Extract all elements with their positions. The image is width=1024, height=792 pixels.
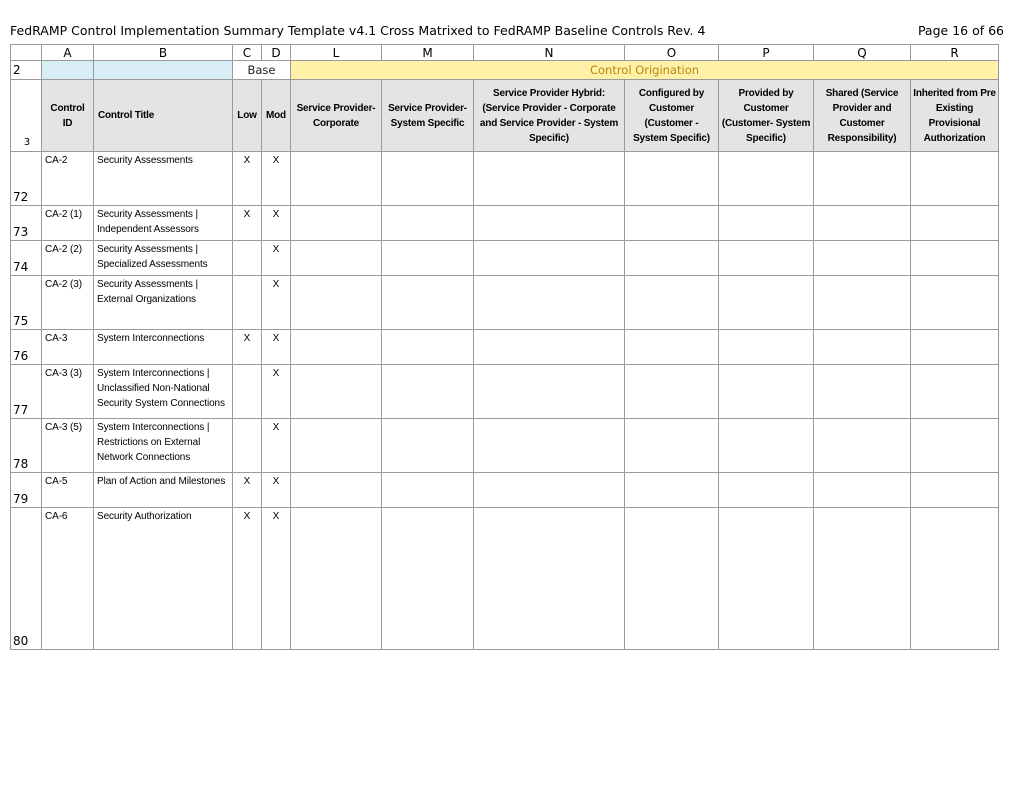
row-number: 73 bbox=[11, 206, 42, 241]
shared-cell bbox=[814, 276, 911, 330]
sp-hybrid-cell bbox=[474, 206, 625, 241]
blank-cell bbox=[42, 61, 94, 80]
table-row bbox=[11, 241, 999, 276]
header-control-id: Control ID bbox=[42, 80, 94, 152]
row-number: 78 bbox=[11, 419, 42, 473]
inherited-cell bbox=[911, 276, 999, 330]
column-letter: Q bbox=[814, 45, 911, 61]
sp-hybrid-cell bbox=[474, 241, 625, 276]
table-row bbox=[11, 206, 999, 241]
sp-hybrid-cell bbox=[474, 473, 625, 508]
shared-cell bbox=[814, 419, 911, 473]
table-row bbox=[11, 276, 999, 330]
configured-by-customer-cell bbox=[625, 330, 719, 365]
sp-corporate-cell bbox=[291, 365, 382, 419]
shared-cell bbox=[814, 206, 911, 241]
header-configured-by-customer: Configured by Customer (Customer - System Specific) bbox=[625, 80, 719, 152]
control-id: CA-3 (3) bbox=[42, 365, 94, 419]
table-row bbox=[11, 473, 999, 508]
shared-cell bbox=[814, 365, 911, 419]
header-mod: Mod bbox=[262, 80, 291, 152]
provided-by-customer-cell bbox=[719, 241, 814, 276]
configured-by-customer-cell bbox=[625, 365, 719, 419]
provided-by-customer-cell bbox=[719, 276, 814, 330]
configured-by-customer-cell bbox=[625, 152, 719, 206]
sp-system-specific-cell bbox=[382, 152, 474, 206]
low-mark: X bbox=[233, 152, 262, 206]
sp-hybrid-cell bbox=[474, 419, 625, 473]
column-letter: D bbox=[262, 45, 291, 61]
row-number: 80 bbox=[11, 508, 42, 650]
column-letter: M bbox=[382, 45, 474, 61]
table-row bbox=[11, 330, 999, 365]
sp-hybrid-cell bbox=[474, 508, 625, 650]
row-number: 72 bbox=[11, 152, 42, 206]
sp-system-specific-cell bbox=[382, 241, 474, 276]
column-letter: B bbox=[94, 45, 233, 61]
sp-corporate-cell bbox=[291, 330, 382, 365]
row-number: 2 bbox=[11, 61, 42, 80]
sp-system-specific-cell bbox=[382, 473, 474, 508]
provided-by-customer-cell bbox=[719, 330, 814, 365]
mod-mark: X bbox=[262, 473, 291, 508]
configured-by-customer-cell bbox=[625, 473, 719, 508]
sp-system-specific-cell bbox=[382, 365, 474, 419]
configured-by-customer-cell bbox=[625, 419, 719, 473]
provided-by-customer-cell bbox=[719, 419, 814, 473]
header-provided-by-customer: Provided by Customer (Customer- System Specific) bbox=[719, 80, 814, 152]
mod-mark: X bbox=[262, 276, 291, 330]
control-title: System Interconnections | Restrictions on External Network Connections bbox=[94, 419, 233, 473]
corner-cell bbox=[11, 45, 42, 61]
low-mark: X bbox=[233, 508, 262, 650]
low-mark: X bbox=[233, 473, 262, 508]
configured-by-customer-cell bbox=[625, 241, 719, 276]
inherited-cell bbox=[911, 241, 999, 276]
sp-hybrid-cell bbox=[474, 276, 625, 330]
mod-mark: X bbox=[262, 419, 291, 473]
control-title: Security Assessments | Specialized Assessments bbox=[94, 241, 233, 276]
sp-system-specific-cell bbox=[382, 419, 474, 473]
low-mark bbox=[233, 276, 262, 330]
control-id: CA-2 (1) bbox=[42, 206, 94, 241]
header-inherited: Inherited from Pre Existing Provisional Authorization bbox=[911, 80, 999, 152]
provided-by-customer-cell bbox=[719, 365, 814, 419]
mod-mark: X bbox=[262, 508, 291, 650]
row-number: 74 bbox=[11, 241, 42, 276]
configured-by-customer-cell bbox=[625, 206, 719, 241]
table-row bbox=[11, 419, 999, 473]
page-number: Page 16 of 66 bbox=[917, 23, 1004, 38]
inherited-cell bbox=[911, 330, 999, 365]
control-title: System Interconnections bbox=[94, 330, 233, 365]
sp-system-specific-cell bbox=[382, 276, 474, 330]
mod-mark: X bbox=[262, 365, 291, 419]
control-id: CA-3 bbox=[42, 330, 94, 365]
shared-cell bbox=[814, 473, 911, 508]
column-letter: O bbox=[625, 45, 719, 61]
header-shared: Shared (Service Provider and Customer Responsibility) bbox=[814, 80, 911, 152]
control-id: CA-2 (3) bbox=[42, 276, 94, 330]
control-title: Security Assessments bbox=[94, 152, 233, 206]
mod-mark: X bbox=[262, 152, 291, 206]
column-letter: N bbox=[474, 45, 625, 61]
low-mark bbox=[233, 241, 262, 276]
configured-by-customer-cell bbox=[625, 276, 719, 330]
sp-hybrid-cell bbox=[474, 152, 625, 206]
inherited-cell bbox=[911, 152, 999, 206]
control-id: CA-6 bbox=[42, 508, 94, 650]
provided-by-customer-cell bbox=[719, 508, 814, 650]
column-letter-row bbox=[11, 45, 999, 61]
sp-corporate-cell bbox=[291, 152, 382, 206]
document-title: FedRAMP Control Implementation Summary Template v4.1 Cross Matrixed to FedRAMP Baseline Controls Rev. 4 bbox=[10, 23, 706, 38]
control-id: CA-3 (5) bbox=[42, 419, 94, 473]
column-letter: A bbox=[42, 45, 94, 61]
sp-system-specific-cell bbox=[382, 508, 474, 650]
control-matrix-table bbox=[10, 44, 999, 650]
control-title: System Interconnections | Unclassified Non-National Security System Connections bbox=[94, 365, 233, 419]
table-row bbox=[11, 508, 999, 650]
column-letter: R bbox=[911, 45, 999, 61]
row-number: 76 bbox=[11, 330, 42, 365]
sp-corporate-cell bbox=[291, 419, 382, 473]
sp-corporate-cell bbox=[291, 508, 382, 650]
sp-hybrid-cell bbox=[474, 330, 625, 365]
control-id: CA-2 bbox=[42, 152, 94, 206]
provided-by-customer-cell bbox=[719, 206, 814, 241]
control-title: Security Assessments | Independent Assessors bbox=[94, 206, 233, 241]
inherited-cell bbox=[911, 419, 999, 473]
group-header-row bbox=[11, 61, 999, 80]
shared-cell bbox=[814, 508, 911, 650]
inherited-cell bbox=[911, 473, 999, 508]
header-low: Low bbox=[233, 80, 262, 152]
header-sp-hybrid: Service Provider Hybrid: (Service Provider - Corporate and Service Provider - System Specific) bbox=[474, 80, 625, 152]
low-mark bbox=[233, 419, 262, 473]
sp-corporate-cell bbox=[291, 206, 382, 241]
mod-mark: X bbox=[262, 241, 291, 276]
low-mark: X bbox=[233, 330, 262, 365]
header-sp-system-specific: Service Provider- System Specific bbox=[382, 80, 474, 152]
row-number: 75 bbox=[11, 276, 42, 330]
shared-cell bbox=[814, 330, 911, 365]
table-row bbox=[11, 365, 999, 419]
low-mark bbox=[233, 365, 262, 419]
row-number: 3 bbox=[11, 80, 42, 152]
column-letter: P bbox=[719, 45, 814, 61]
header-sp-corporate: Service Provider- Corporate bbox=[291, 80, 382, 152]
control-title: Security Authorization bbox=[94, 508, 233, 650]
mod-mark: X bbox=[262, 330, 291, 365]
inherited-cell bbox=[911, 508, 999, 650]
column-letter: C bbox=[233, 45, 262, 61]
column-header-row bbox=[11, 80, 999, 152]
control-title: Plan of Action and Milestones bbox=[94, 473, 233, 508]
provided-by-customer-cell bbox=[719, 152, 814, 206]
column-letter: L bbox=[291, 45, 382, 61]
control-id: CA-5 bbox=[42, 473, 94, 508]
provided-by-customer-cell bbox=[719, 473, 814, 508]
base-group-header: Base bbox=[233, 61, 291, 80]
sp-corporate-cell bbox=[291, 241, 382, 276]
sp-corporate-cell bbox=[291, 276, 382, 330]
row-number: 79 bbox=[11, 473, 42, 508]
sp-system-specific-cell bbox=[382, 330, 474, 365]
inherited-cell bbox=[911, 206, 999, 241]
blank-cell bbox=[94, 61, 233, 80]
sp-hybrid-cell bbox=[474, 365, 625, 419]
row-number: 77 bbox=[11, 365, 42, 419]
low-mark: X bbox=[233, 206, 262, 241]
shared-cell bbox=[814, 241, 911, 276]
shared-cell bbox=[814, 152, 911, 206]
control-title: Security Assessments | External Organizations bbox=[94, 276, 233, 330]
control-origination-header: Control Origination bbox=[291, 61, 999, 80]
header-control-title: Control Title bbox=[94, 80, 233, 152]
configured-by-customer-cell bbox=[625, 508, 719, 650]
inherited-cell bbox=[911, 365, 999, 419]
table-row bbox=[11, 152, 999, 206]
control-id: CA-2 (2) bbox=[42, 241, 94, 276]
mod-mark: X bbox=[262, 206, 291, 241]
sp-corporate-cell bbox=[291, 473, 382, 508]
sp-system-specific-cell bbox=[382, 206, 474, 241]
